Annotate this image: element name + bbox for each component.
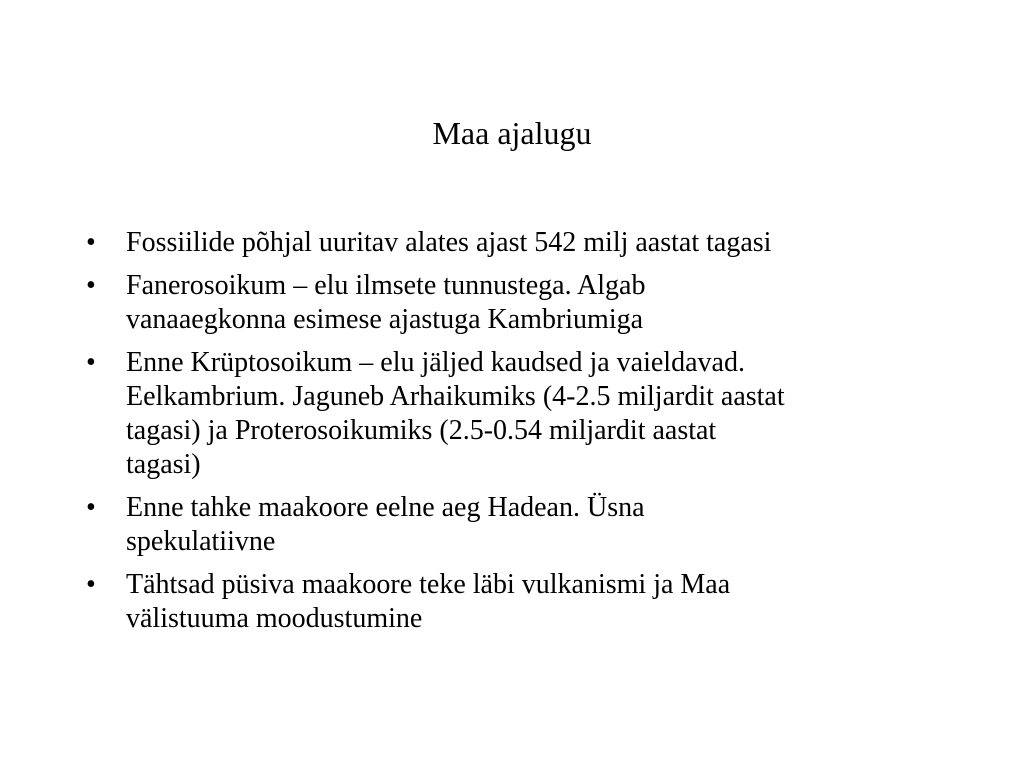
bullet-text: Tähtsad püsiva maakoore teke läbi vulkanismi ja Maa välistuuma moodustumine xyxy=(126,569,731,634)
bullet-text: Enne tahke maakoore eelne aeg Hadean. Üsna spekulatiivne xyxy=(126,492,645,557)
list-item xyxy=(86,269,956,337)
bullet-text: Enne Krüptosoikum – elu jäljed kaudsed ja vaieldavad. Eelkambrium. Jaguneb Arhaikumiks (4-2.5 miljardit aastat tagasi) ja Proterosoikumiks (2.5-0.54 miljardit aastat tagasi) xyxy=(126,347,785,480)
list-item xyxy=(86,491,956,559)
bullet-list xyxy=(86,226,956,645)
bullet-icon: • xyxy=(86,347,96,378)
bullet-text: Fanerosoikum – elu ilmsete tunnustega. Algab vanaaegkonna esimese ajastuga Kambriumiga xyxy=(126,270,646,335)
list-item xyxy=(86,568,956,636)
bullet-text: Fossiilide põhjal uuritav alates ajast 542 milj aastat tagasi xyxy=(126,227,772,258)
bullet-icon: • xyxy=(86,492,96,523)
bullet-icon: • xyxy=(86,270,96,301)
bullet-icon: • xyxy=(86,569,96,600)
bullet-icon: • xyxy=(86,227,96,258)
list-item xyxy=(86,226,956,260)
slide-title: Maa ajalugu xyxy=(432,115,592,151)
list-item xyxy=(86,346,956,482)
